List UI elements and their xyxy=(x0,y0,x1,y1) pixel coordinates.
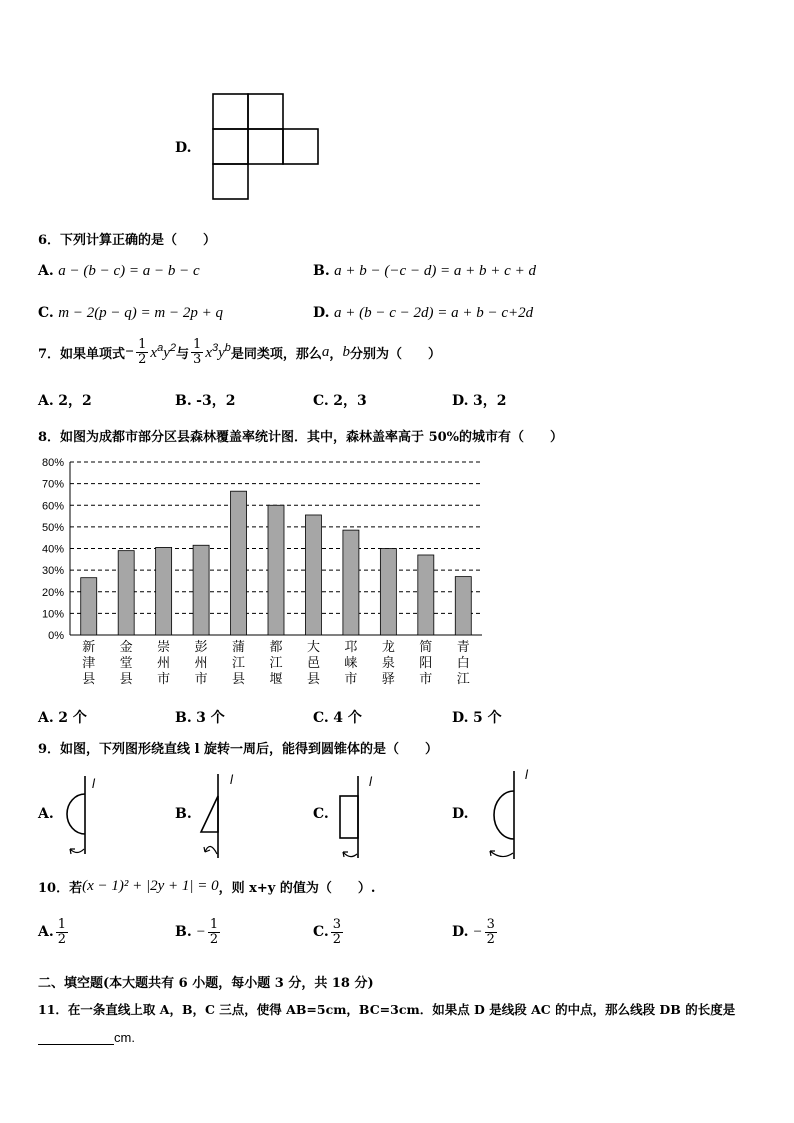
q7-term2-y: y xyxy=(218,345,225,362)
chart-x-tick-label: 邛 xyxy=(344,639,358,654)
q6-option-d-label: D. xyxy=(313,305,330,321)
q6-option-a-expr: a − (b − c) = a − b − c xyxy=(58,263,200,279)
q7-option-a[interactable] xyxy=(38,390,92,410)
chart-x-tick-label: 金 xyxy=(119,639,133,654)
q10-option-d-label: D. xyxy=(452,924,469,941)
chart-bar xyxy=(380,549,396,636)
q7-suffix1: 是同类项，那么 xyxy=(230,346,322,362)
q10-option-b[interactable] xyxy=(175,918,222,946)
q6-option-d-expr: a + (b − c − 2d) = a + b − c+2d xyxy=(333,305,534,321)
forest-coverage-bar-chart xyxy=(30,452,490,697)
q10-option-d-sign: − xyxy=(472,923,483,940)
q9-option-b-label[interactable]: B. xyxy=(175,806,192,822)
q7-option-d-label: D. xyxy=(452,393,469,409)
chart-x-tick-label: 县 xyxy=(82,671,96,686)
q10-option-a-label: A. xyxy=(38,924,54,941)
chart-x-tick-label: 县 xyxy=(306,671,320,686)
q9-option-a-label[interactable]: A. xyxy=(38,806,54,822)
q6-option-c[interactable] xyxy=(38,305,223,322)
q9-option-d-label[interactable]: D. xyxy=(452,806,469,822)
q10-option-b-label: B. xyxy=(175,924,192,941)
q7-comma: ， xyxy=(329,346,343,362)
chart-bar xyxy=(455,577,471,635)
q9-c-axis-label: l xyxy=(369,774,372,789)
chart-x-tick-label: 江 xyxy=(232,655,246,670)
q8-option-a[interactable] xyxy=(38,707,87,727)
chart-bar xyxy=(156,547,172,635)
chart-x-tick-label: 市 xyxy=(157,671,171,686)
q7-term1-den: 2 xyxy=(138,351,147,367)
chart-x-tick-label: 崃 xyxy=(344,655,358,670)
chart-y-tick-label: 0% xyxy=(48,630,64,642)
q6-option-d[interactable] xyxy=(313,305,533,322)
chart-x-tick-label: 龙 xyxy=(381,639,395,654)
q7-term2-num: 1 xyxy=(193,337,202,352)
q10-option-b-den: 2 xyxy=(209,931,219,947)
chart-x-tick-label: 邑 xyxy=(306,655,320,670)
chart-x-tick-label: 市 xyxy=(194,671,208,686)
q9-option-a-figure xyxy=(58,772,113,864)
q7-term2-fraction xyxy=(191,338,203,366)
q7-term1-monomial xyxy=(150,342,176,362)
q7-var-b: b xyxy=(342,343,350,360)
q10-option-b-sign: − xyxy=(195,923,206,940)
chart-x-tick-label: 江 xyxy=(269,655,283,670)
q7-option-a-text: 2，2 xyxy=(58,393,92,409)
q6-option-b-expr: a + b − (−c − d) = a + b + c + d xyxy=(334,263,536,279)
chart-x-tick-label: 崇 xyxy=(157,639,171,654)
q7-term2-x: x xyxy=(205,345,212,362)
q11-answer-blank[interactable] xyxy=(38,1030,114,1045)
q11-answer-line xyxy=(38,1030,135,1045)
q7-term1-exp-y: 2 xyxy=(169,342,177,355)
q10-stem xyxy=(38,877,375,896)
chart-x-tick-label: 阳 xyxy=(419,655,433,670)
chart-bar xyxy=(418,555,434,635)
chart-x-tick-label: 都 xyxy=(269,639,283,654)
chart-x-tick-label: 彭 xyxy=(194,639,208,654)
q9-stem: 9．如图，下列图形绕直线 l 旋转一周后，能得到圆锥体的是（ ） xyxy=(38,742,439,757)
q10-option-d-fraction xyxy=(485,918,497,946)
q9-option-d-figure xyxy=(472,767,537,863)
q10-option-c-fraction xyxy=(331,918,343,946)
chart-bar xyxy=(343,530,359,635)
q6-option-a-label: A. xyxy=(38,263,54,279)
q7-term1-x: x xyxy=(150,345,158,362)
q7-option-b-label: B. xyxy=(175,393,192,409)
chart-x-tick-label: 简 xyxy=(419,639,433,654)
chart-x-tick-label: 堰 xyxy=(269,671,283,686)
q8-option-c[interactable] xyxy=(313,707,362,727)
q10-option-a-den: 2 xyxy=(57,931,67,947)
q10-option-a[interactable] xyxy=(38,918,70,946)
q7-term2-exp-y: b xyxy=(224,342,231,355)
q7-term2-exp-x: 3 xyxy=(211,342,219,355)
chart-x-tick-label: 白 xyxy=(456,655,470,670)
q8-option-b-text: 3 个 xyxy=(196,710,225,726)
chart-x-tick-label: 新 xyxy=(82,639,96,654)
q7-suffix2: 分别为（ ） xyxy=(349,346,441,362)
q6-option-a[interactable] xyxy=(38,263,200,280)
q7-option-c-label: C. xyxy=(313,393,329,409)
q7-term1-sign: − xyxy=(125,343,135,360)
q10-option-d-den: 2 xyxy=(486,931,495,947)
q7-prefix: 7．如果单项式 xyxy=(38,346,126,362)
chart-bar xyxy=(305,515,321,635)
q11-unit: cm. xyxy=(114,1030,135,1045)
q7-term1-exp-x: a xyxy=(157,342,164,355)
chart-y-tick-label: 40% xyxy=(41,543,64,556)
q6-option-b-label: B. xyxy=(313,263,330,279)
chart-bar xyxy=(193,545,209,635)
q10-option-c-label: C. xyxy=(313,924,329,941)
q7-stem xyxy=(38,338,441,366)
chart-x-tick-label: 泉 xyxy=(381,655,395,670)
chart-y-tick-label: 70% xyxy=(41,478,64,491)
chart-y-ticks xyxy=(42,457,64,642)
chart-x-tick-label: 县 xyxy=(232,671,246,686)
q7-term2-monomial xyxy=(205,342,231,362)
q7-term1-y: y xyxy=(163,345,170,362)
q7-term2-den: 3 xyxy=(193,351,202,367)
chart-y-tick-label: 50% xyxy=(41,521,64,534)
q8-option-b[interactable] xyxy=(175,707,225,727)
chart-x-labels xyxy=(82,639,470,686)
chart-bar xyxy=(118,551,134,635)
q7-term1-num: 1 xyxy=(138,337,147,352)
q7-option-c[interactable] xyxy=(313,390,367,410)
q8-option-b-label: B. xyxy=(175,710,192,726)
q5-option-d-net-figure xyxy=(210,91,325,203)
chart-y-tick-label: 30% xyxy=(41,565,64,578)
q10-option-c-den: 2 xyxy=(332,931,342,947)
chart-x-tick-label: 州 xyxy=(157,655,171,670)
q8-option-c-label: C. xyxy=(313,710,329,726)
chart-x-tick-label: 市 xyxy=(419,671,433,686)
q9-option-b-figure xyxy=(195,772,250,864)
q10-suffix: ，则 x+y 的值为（ ）. xyxy=(218,881,376,896)
chart-x-tick-label: 津 xyxy=(82,655,96,670)
q7-option-d[interactable] xyxy=(452,390,506,410)
q6-option-b[interactable] xyxy=(313,263,536,280)
q10-option-d-num: 3 xyxy=(486,917,495,932)
q7-option-b[interactable] xyxy=(175,390,235,410)
chart-x-tick-label: 州 xyxy=(194,655,208,670)
q10-option-b-fraction xyxy=(208,918,220,946)
q10-option-d[interactable] xyxy=(452,918,499,946)
q6-stem: 6．下列计算正确的是（ ） xyxy=(38,233,217,248)
q7-var-a: a xyxy=(321,343,330,360)
q6-option-c-label: C. xyxy=(38,305,54,321)
q7-term1-fraction xyxy=(136,338,148,366)
q8-option-d-text: 5 个 xyxy=(472,710,502,726)
q9-option-c-label[interactable]: C. xyxy=(313,806,329,822)
chart-y-tick-label: 80% xyxy=(41,457,64,469)
q7-option-b-text: -3，2 xyxy=(196,393,236,409)
chart-x-tick-label: 蒲 xyxy=(232,639,246,654)
q6-option-c-expr: m − 2(p − q) = m − 2p + q xyxy=(58,305,223,321)
q10-option-c-num: 3 xyxy=(332,917,342,932)
chart-bar xyxy=(231,491,247,635)
chart-x-tick-label: 市 xyxy=(344,671,358,686)
chart-x-tick-label: 驿 xyxy=(381,671,395,686)
chart-bar xyxy=(81,578,97,635)
q8-option-a-text: 2 个 xyxy=(58,710,87,726)
q10-option-a-fraction xyxy=(56,918,68,946)
q10-prefix: 10．若 xyxy=(38,881,83,896)
q10-option-b-num: 1 xyxy=(209,917,219,932)
q9-d-axis-label: l xyxy=(525,767,528,782)
chart-bars xyxy=(81,491,472,635)
q9-a-axis-label: l xyxy=(92,776,95,791)
chart-x-tick-label: 县 xyxy=(119,671,133,686)
chart-x-tick-label: 堂 xyxy=(119,655,133,670)
q7-mid: 与 xyxy=(176,346,190,362)
chart-y-tick-label: 20% xyxy=(41,586,64,599)
q7-option-c-text: 2，3 xyxy=(333,393,367,409)
chart-x-tick-label: 青 xyxy=(456,639,470,654)
chart-bar xyxy=(268,505,284,635)
q8-stem: 8．如图为成都市部分区县森林覆盖率统计图．其中，森林盖率高于 50%的城市有（ ） xyxy=(38,430,564,445)
q8-option-a-label: A. xyxy=(38,710,54,726)
chart-y-tick-label: 10% xyxy=(41,608,64,621)
section2-title: 二、填空题(本大题共有 6 小题，每小题 3 分，共 18 分) xyxy=(38,976,374,991)
q8-option-d[interactable] xyxy=(452,707,502,727)
q9-b-axis-label: l xyxy=(230,772,233,787)
q9-option-c-figure xyxy=(333,772,388,864)
q10-option-a-num: 1 xyxy=(57,917,67,932)
q11-stem: 11．在一条直线上取 A，B，C 三点，使得 AB=5cm，BC=3cm．如果点 D 是线段 AC 的中点，那么线段 DB 的长度是 xyxy=(38,1002,736,1017)
q8-option-d-label: D. xyxy=(452,710,469,726)
q10-option-c[interactable] xyxy=(313,918,345,946)
chart-x-tick-label: 大 xyxy=(306,639,320,654)
chart-y-tick-label: 60% xyxy=(41,500,64,513)
chart-x-tick-label: 江 xyxy=(456,671,470,686)
q7-option-a-label: A. xyxy=(38,393,54,409)
q5-option-d-label: D. xyxy=(175,140,192,156)
q10-expr: (x − 1)² + |2y + 1| = 0 xyxy=(82,878,219,894)
q8-option-c-text: 4 个 xyxy=(333,710,362,726)
q7-option-d-text: 3，2 xyxy=(472,393,507,409)
